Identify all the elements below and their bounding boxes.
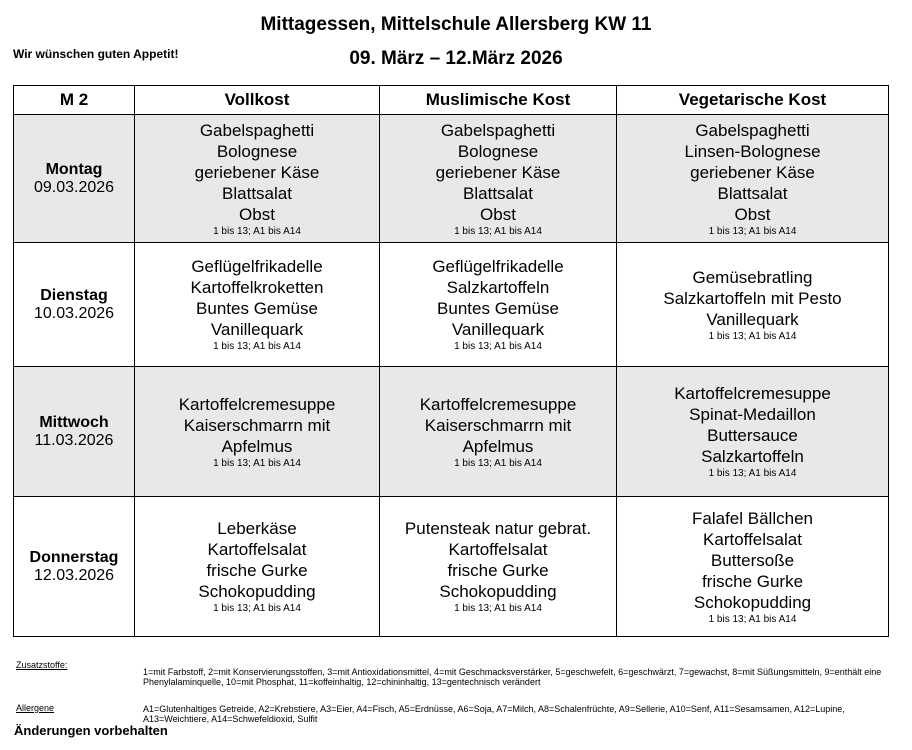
meal-line: frische Gurke <box>701 571 804 591</box>
meal-line: Kartoffelsalat <box>703 529 802 549</box>
day-date: 09.03.2026 <box>33 178 115 196</box>
allergy-note: 1 bis 13; A1 bis A14 <box>708 330 797 342</box>
meal-line: Blattsalat <box>463 183 533 203</box>
meal-cell <box>617 243 889 367</box>
day-name: Dienstag <box>40 286 108 304</box>
day-cell <box>14 367 135 497</box>
zusatzstoffe-label: Zusatzstoffe: <box>16 660 68 670</box>
meal-line: Apfelmus <box>462 436 534 456</box>
allergy-note: 1 bis 13; A1 bis A14 <box>213 457 301 469</box>
page-title: Mittagessen, Mittelschule Allersberg KW 11 <box>260 14 652 35</box>
allergy-note: 1 bis 13; A1 bis A14 <box>708 613 797 625</box>
meal-line: Blattsalat <box>222 183 292 203</box>
meal-line: Obst <box>734 204 771 224</box>
meal-line: geriebener Käse <box>194 162 320 182</box>
table-row <box>14 497 889 637</box>
meal-line: Spinat-Medaillon <box>689 405 816 424</box>
day-date: 11.03.2026 <box>34 431 114 449</box>
meal-line: Vanillequark <box>451 320 545 339</box>
meal-cell <box>135 115 380 243</box>
meal-line: geriebener Käse <box>690 162 815 182</box>
meal-line: Gabelspaghetti <box>199 120 315 140</box>
meal-line: Obst <box>480 204 516 224</box>
meal-line: Putensteak natur gebrat. <box>404 519 592 538</box>
meal-line: Kaiserschmarrn mit <box>424 415 572 435</box>
meal-cell <box>380 367 617 497</box>
meal-line: Kartoffelsalat <box>448 540 548 559</box>
meal-line: Schokopudding <box>693 592 812 612</box>
allergy-note: 1 bis 13; A1 bis A14 <box>454 603 542 614</box>
meal-line: Kaiserschmarrn mit <box>183 415 331 435</box>
meal-line: Schokopudding <box>439 582 557 601</box>
meal-line: Leberkäse <box>217 519 297 538</box>
day-name: Mittwoch <box>39 413 109 431</box>
table-row <box>14 115 889 243</box>
column-header: Vollkost <box>135 86 380 115</box>
meal-cell <box>380 115 617 243</box>
meal-line: Salzkartoffeln mit Pesto <box>663 288 842 308</box>
meal-cell <box>617 367 889 497</box>
day-cell <box>14 115 135 243</box>
column-header: M 2 <box>14 86 135 115</box>
day-cell <box>14 497 135 637</box>
meal-line: Apfelmus <box>221 436 293 456</box>
meal-line: Vanillequark <box>210 320 304 339</box>
column-header: Muslimische Kost <box>380 86 617 115</box>
meal-line: frische Gurke <box>206 561 308 580</box>
day-name: Montag <box>45 160 103 178</box>
day-cell <box>14 243 135 367</box>
table-row <box>14 243 889 367</box>
day-name: Donnerstag <box>29 548 119 566</box>
meal-line: Salzkartoffeln <box>446 278 550 297</box>
zusatzstoffe-text: 1=mit Farbstoff, 2=mit Konservierungsstoffen, 3=mit Antioxidationsmittel, 4=mit Geschmacksverstärker, 5=geschwefelt, 6=geschwärzt, 7=gewachst, 8=mit Süßungsmitteln, 9=enthält eine Phenylalaminquelle, 10=mit Phosphat, 11=koffeinhaltig, 12=chininhaltig, 13=gentechnisch verändert <box>143 667 882 687</box>
allergene-label: Allergene <box>16 703 55 713</box>
allergy-note: 1 bis 13; A1 bis A14 <box>708 468 797 479</box>
meal-line: Buntes Gemüse <box>437 299 559 318</box>
meal-cell <box>380 497 617 637</box>
header-row <box>14 86 889 115</box>
menu-body <box>14 115 889 637</box>
meal-line: Linsen-Bolognese <box>684 141 821 161</box>
allergy-note: 1 bis 13; A1 bis A14 <box>708 225 797 237</box>
meal-line: Kartoffelcremesuppe <box>419 394 577 414</box>
meal-cell <box>135 367 380 497</box>
meal-line: Obst <box>239 204 275 224</box>
meal-line: Gemüsebratling <box>692 267 813 287</box>
allergy-note: 1 bis 13; A1 bis A14 <box>454 225 542 237</box>
date-range: 09. März – 12.März 2026 <box>349 48 563 69</box>
changes-notice: Änderungen vorbehalten <box>14 723 168 738</box>
allergy-note: 1 bis 13; A1 bis A14 <box>213 341 301 352</box>
table-row <box>14 367 889 497</box>
meal-line: geriebener Käse <box>435 162 561 182</box>
meal-line: frische Gurke <box>447 561 549 580</box>
meal-line: Gabelspaghetti <box>440 120 556 140</box>
meal-cell <box>135 497 380 637</box>
meal-line: Salzkartoffeln <box>701 447 804 466</box>
meal-line: Bolognese <box>457 141 539 161</box>
meal-cell <box>135 243 380 367</box>
meal-line: Geflügelfrikadelle <box>191 257 323 276</box>
meal-line: Kartoffelkroketten <box>190 278 324 297</box>
allergy-note: 1 bis 13; A1 bis A14 <box>213 603 301 614</box>
meal-line: Geflügelfrikadelle <box>432 257 564 276</box>
meal-line: Kartoffelcremesuppe <box>178 394 336 414</box>
column-header: Vegetarische Kost <box>617 86 889 115</box>
allergene-text: A1=Glutenhaltiges Getreide, A2=Krebstiere, A3=Eier, A4=Fisch, A5=Erdnüsse, A6=Soja, A7=Milch, A8=Schalenfrüchte, A9=Sellerie, A10=Senf, A11=Sesamsamen, A12=Lupine, A13=Weichtiere, A14=Schwefeldioxid, Sulfit <box>143 704 845 724</box>
allergy-note: 1 bis 13; A1 bis A14 <box>213 225 301 237</box>
meal-line: Vanillequark <box>706 309 799 329</box>
menu-table <box>13 85 889 637</box>
meal-line: Buttersoße <box>710 550 795 570</box>
meal-cell <box>617 497 889 637</box>
day-date: 12.03.2026 <box>33 566 115 584</box>
meal-cell <box>617 115 889 243</box>
allergy-note: 1 bis 13; A1 bis A14 <box>454 457 542 469</box>
allergy-note: 1 bis 13; A1 bis A14 <box>454 341 542 352</box>
meal-line: Kartoffelcremesuppe <box>674 384 831 403</box>
meal-line: Bolognese <box>216 141 298 161</box>
meal-line: Blattsalat <box>717 183 788 203</box>
greeting: Wir wünschen guten Appetit! <box>13 47 179 61</box>
meal-cell <box>380 243 617 367</box>
meal-line: Kartoffelsalat <box>207 540 307 559</box>
meal-line: Falafel Bällchen <box>692 508 813 528</box>
meal-line: Schokopudding <box>198 582 316 601</box>
day-date: 10.03.2026 <box>33 304 115 322</box>
meal-line: Buntes Gemüse <box>196 299 318 318</box>
meal-line: Buttersauce <box>707 426 798 445</box>
meal-line: Gabelspaghetti <box>695 120 810 140</box>
